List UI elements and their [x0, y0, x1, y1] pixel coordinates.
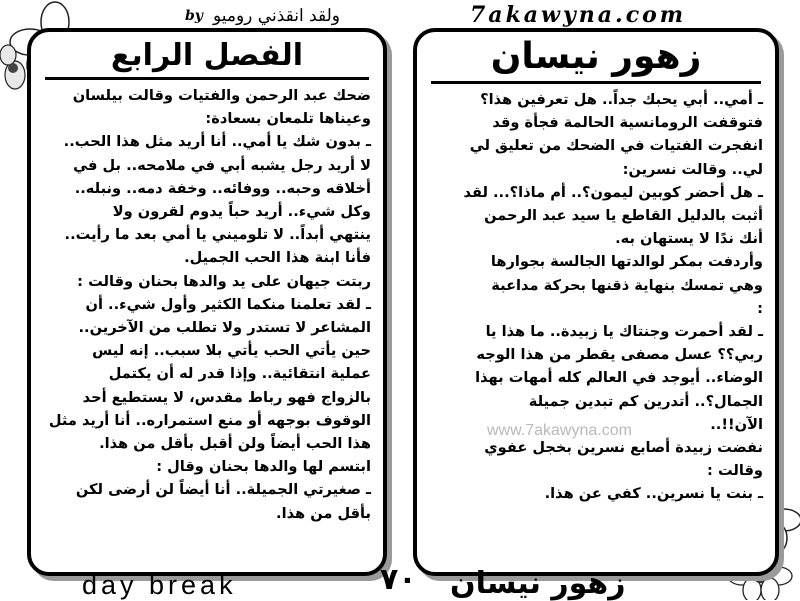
footer-title: زهور نيسان [450, 566, 626, 601]
text-line: انفجرت الفتيات في الضحك من تعليق لي [469, 137, 763, 155]
text-line: حين يأتي الحب يأتي بلا سبب.. إنه ليس [92, 342, 371, 360]
site-header: 7akawyna.com [470, 2, 687, 28]
text-line: : [757, 299, 763, 317]
text-line: لا أريد رجل يشبه أبي في ملامحه.. بل في [73, 156, 371, 174]
text-line: ربتت جيهان على يد والدها بحنان وقالت : [77, 272, 371, 290]
novel-title: زهور نيسان [490, 36, 702, 77]
text-line: فتوقفت الرومانسية الحالمة فجأة وقد [492, 114, 763, 132]
footer-tagline: day break [82, 570, 237, 600]
text-line: وكل شيء.. أريد حباً يدوم لقرون ولا [112, 203, 371, 221]
text-line: أخلاقه وحبه.. ووفائه.. وخفة دمه.. ونبله.. [74, 179, 371, 197]
text-line: وهي تمسك بنهاية ذقنها بحركة مداعبة [491, 276, 763, 294]
text-line: وقالت : [707, 462, 763, 480]
text-line: لي.. وقالت نسرين: [622, 160, 763, 178]
text-line: الوضاء.. أيوجد في العالم كله أمهات بهذا [475, 369, 763, 387]
text-line: ضحك عبد الرحمن والفتيات وقالت بيلسان [72, 87, 371, 104]
text-line: ـ لقد تعلمنا منكما الكثير وأول شيء.. أن [85, 295, 371, 313]
credit-author: ولقد انقذني روميو [212, 6, 340, 26]
text-line: ـ هل أحضر كوبين ليمون؟.. أم ماذا؟... لقد [463, 183, 763, 201]
text-line: ينتهي أبداً.. لا تلوميني يا أمي بعد ما رأيت.. [64, 226, 371, 244]
left-body-text [31, 84, 383, 525]
text-line: هذا الحب أيضاً ولن أقبل بأقل من هذا. [99, 435, 371, 453]
text-line: عملية انتقائية.. وإذا قدر له أن يكتمل [108, 365, 371, 383]
text-line: ربي؟؟ عسل مصفى يقطر من هذا الوجه [476, 346, 763, 364]
text-line: ـ أمي.. أبي يحبك جداً.. هل تعرفين هذا؟ [480, 91, 763, 108]
text-line: نفضت زبيدة أصابع نسرين بخجل عفوي [484, 439, 763, 457]
author-credit [120, 4, 340, 28]
right-body-text [417, 88, 775, 506]
text-line: المشاعر لا تستدر ولا تطلب من الآخرين.. [78, 319, 371, 337]
text-line: ـ بدون شك يا أمي.. أنا أريد مثل هذا الحب.. [63, 133, 371, 151]
text-line: وعيناها تلمعان بسعادة: [205, 110, 371, 128]
credit-by: by [185, 8, 203, 24]
title-divider [45, 77, 369, 80]
title-divider [431, 81, 761, 84]
text-line: ابتسم لها والدها بحنان وقال : [156, 458, 371, 476]
right-page-panel [413, 28, 779, 576]
text-line: الجمال؟.. أتدرين كم تبدين جميلة [528, 392, 763, 410]
text-line: ـ بنت يا نسرين.. كفي عن هذا. [544, 485, 763, 503]
text-line: بأقل من هذا. [276, 504, 371, 522]
chapter-title: الفصل الرابع [110, 38, 304, 73]
text-line: ـ لقد أحمرت وجنتاك يا زبيدة.. ما هذا يا [485, 323, 763, 341]
text-line: أنك ندًا لا يستهان به. [615, 230, 763, 248]
text-line: أثبت بالدليل القاطع يا سيد عبد الرحمن [484, 207, 763, 225]
text-line: وأردفت بمكر لوالدتها الجالسة بجوارها [490, 253, 763, 271]
left-page-panel [27, 28, 387, 576]
page-number: ٧٠ [380, 562, 417, 597]
text-line: بالزواج فهو رباط مقدس، لا يستطيع أحد [82, 388, 371, 406]
text-line: الوقوف بوجهه أو منع استمراره.. أنا أريد مثل [48, 411, 371, 429]
site-watermark: www.7akawyna.com [487, 422, 632, 439]
text-line: الآن!!.. [710, 415, 763, 433]
text-line: فأنا ابنة هذا الحب الجميل. [184, 249, 371, 267]
text-line: ـ صغيرتي الجميلة.. أنا أيضاً لن أرضى لكن [75, 481, 371, 499]
